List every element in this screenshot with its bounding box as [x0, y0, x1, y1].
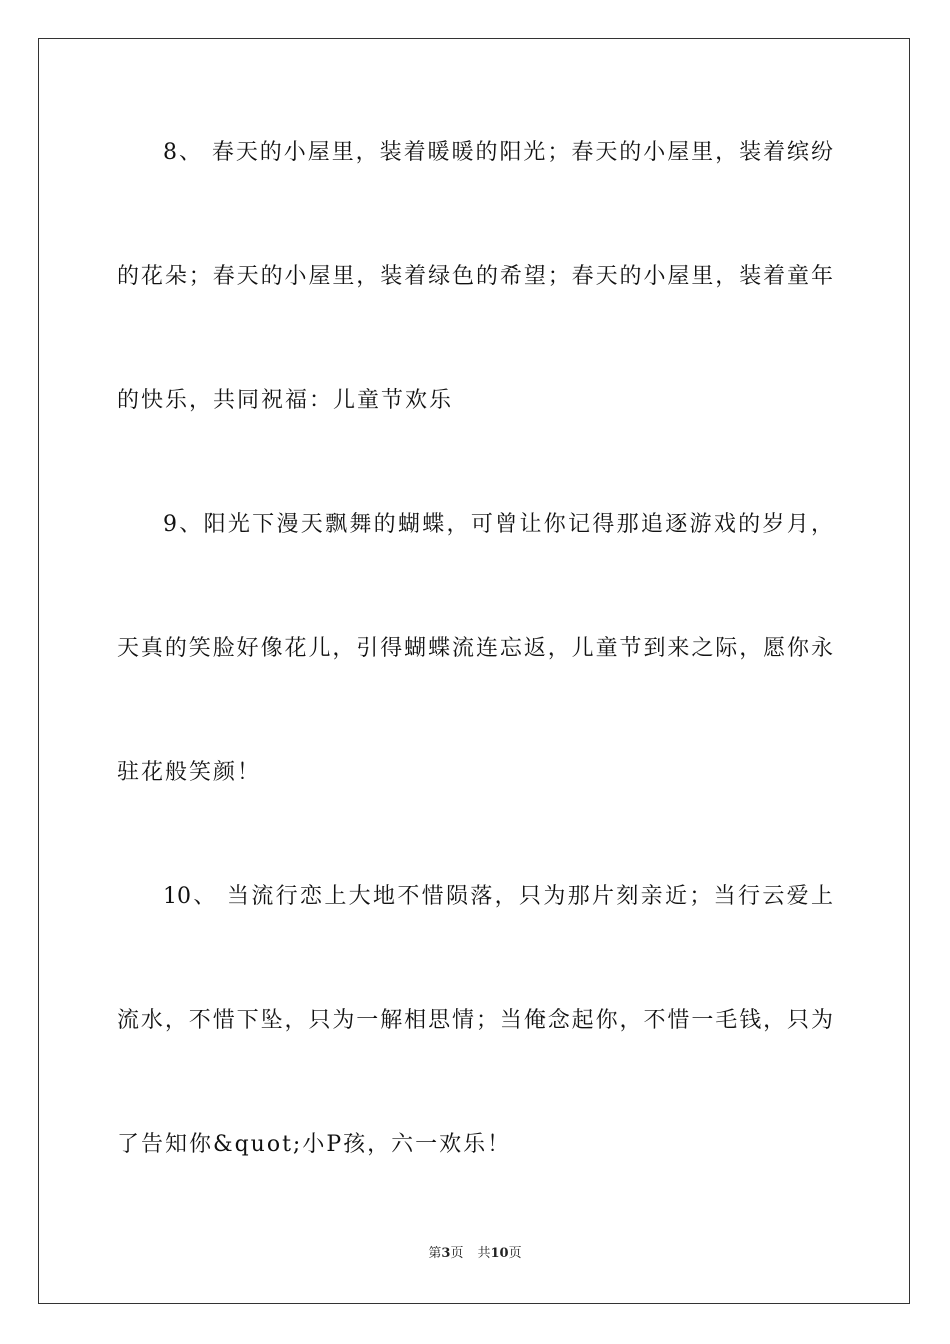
footer-total-suffix: 页: [508, 1246, 522, 1261]
paragraph-8-line-1: 8、 春天的小屋里，装着暖暖的阳光；春天的小屋里，装着缤纷: [163, 140, 833, 165]
paragraph-10-line-1: 10、 当流行恋上大地不惜陨落，只为那片刻亲近；当行云爱上: [163, 884, 833, 909]
paragraph-10-line-2: 流水，不惜下坠，只为一解相思情；当俺念起你，不惜一毛钱，只为: [117, 1008, 833, 1033]
page-footer: [0, 1244, 950, 1264]
paragraph-8-line-2: 的花朵；春天的小屋里，装着绿色的希望；春天的小屋里，装着童年: [117, 264, 833, 289]
paragraph-9-line-2: 天真的笑脸好像花儿，引得蝴蝶流连忘返，儿童节到来之际，愿你永: [117, 636, 833, 661]
footer-page-prefix: 第: [428, 1246, 442, 1261]
document-body: [117, 122, 833, 1176]
paragraph-9-line-1: 9、阳光下漫天飘舞的蝴蝶，可曾让你记得那追逐游戏的岁月，: [163, 512, 833, 537]
footer-page-mid: 页: [450, 1246, 464, 1261]
footer-page-total: 10: [490, 1246, 509, 1261]
paragraph-8-line-3: 的快乐，共同祝福：儿童节欢乐: [117, 388, 454, 413]
paragraph-10-line-3: 了告知你&quot;小P孩，六一欢乐！: [117, 1132, 512, 1157]
footer-page-current: 3: [441, 1246, 451, 1261]
footer-total-prefix: 共: [477, 1246, 491, 1261]
paragraph-9-line-3: 驻花般笑颜！: [117, 760, 262, 785]
